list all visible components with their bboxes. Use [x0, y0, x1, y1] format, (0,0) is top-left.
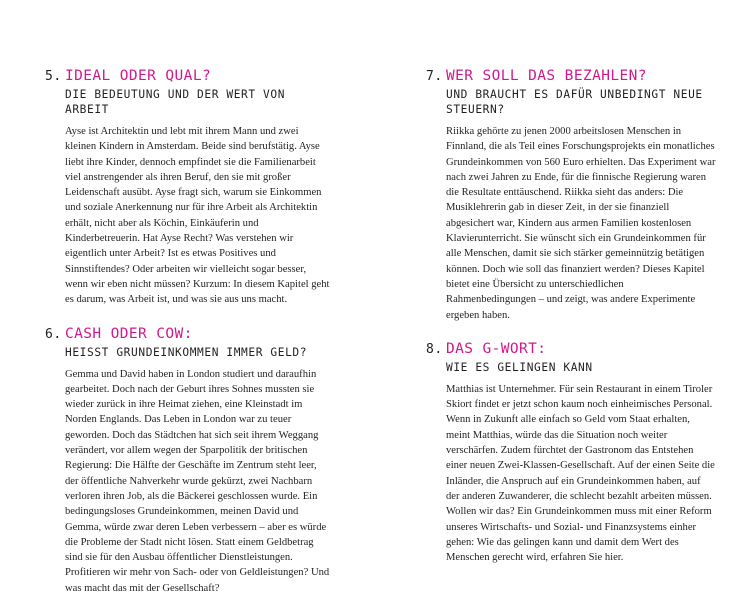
chapter-number: 5. [45, 69, 62, 84]
chapter-number: 8. [426, 341, 443, 357]
chapter-text: Ayse ist Architektin und lebt mit ihrem Mann und zwei kleinen Kindern in Amsterdam. Beide sind berufstätig. Ayse liebt ihre Kinder, dennoch empfindet sie die Familienarbeit viel anstrengender als ihren Beruf, den sie mit großer Leidenschaft ausübt. Ayse fragt sich, warum sie Einkommen und soziale Anerkennung nur für ihre Arbeit als Architektin erhält, nicht aber als Köchin, Einkäuferin und Kinderbetreuerin. Hat Ayse Recht? Was verstehen wir eigentlich unter Arbeit? Ist es etwas Positives und Sinnstiftendes? Oder arbeiten wir vielleicht sogar besser, wenn wir eben nicht müssen? Kurzum: In diesem Kapitel geht es darum, was Arbeit ist, und was sie aus uns macht. [65, 126, 330, 306]
chapter-title: CASH ODER COW: [65, 325, 193, 342]
chapter-text: Matthias ist Unternehmer. Für sein Restaurant in einem Tiroler Skiort findet er jetzt schon kaum noch einheimisches Personal. Wenn in Zukunft alle einfach so Geld vom Staat erhalten, meint Matthias, würde das die Situation noch weiter verschärfen. Zudem fürchtet der Gastronom das Entstehen einer neuen Zwei-Klassen-Gesellschaft. Auf der einen Seite die Inländer, die Anspruch auf ein Grundeinkommen haben, auf der anderen Zuwanderer, die schlecht bezahlt arbeiten müssen. Wollen wir das? Ein Grundeinkommen muss mit einer Reform unseres Wirtschafts- und Sozial- und Finanzsystems einher gehen: Wie das gelingen kann und damit dem Wert des Menschen gerecht wird, erfahren Sie hier. [446, 383, 715, 564]
chapter-7 [426, 68, 716, 323]
chapter-subtitle: DIE BEDEUTUNG UND DER WERT VON ARBEIT [65, 88, 286, 116]
chapter-body [446, 360, 716, 566]
chapter-8 [426, 341, 716, 566]
chapter-heading [45, 326, 330, 342]
chapter-6 [45, 326, 330, 596]
left-page-column [45, 68, 330, 596]
chapter-text: Riikka gehörte zu jenen 2000 arbeitslosen Menschen in Finnland, die als Teil eines Forschungsprojekts ein monatliches Grundeinkommen von 560 Euro erhielten. Das Experiment war nach zwei Jahren zu Ende, für die finnische Regierung waren die Resultate enttäuschend. Riikka sieht das anders: Die Musiklehrerin gab in dieser Zeit, in der sie finanziell abgesichert war, Kindern aus armen Familien kostenlosen Klavierunterricht. Sie wünscht sich ein Grundeinkommen für alle Menschen, damit sie sich stärker gemeinnützig betätigen können. Doch wie soll das finanziert werden? Dieses Kapitel bietet eine Übersicht zu unterschiedlichen Rahmenbedingungen – und zeigt, was andere Experimente ergeben haben. [446, 126, 716, 321]
chapter-subtitle: HEISST GRUNDEINKOMMEN IMMER GELD? [65, 345, 308, 359]
chapter-number: 6. [45, 326, 62, 342]
chapter-title: DAS G-WORT: [446, 340, 547, 357]
chapter-subtitle: WIE ES GELINGEN KANN [446, 360, 593, 374]
chapter-subtitle: UND BRAUCHT ES DAFÜR UNBEDINGT NEUE STEUERN? [446, 88, 703, 116]
chapter-5 [45, 68, 330, 308]
chapter-body [65, 345, 330, 596]
chapter-text: Gemma und David haben in London studiert und daraufhin gearbeitet. Doch nach der Geburt ihres Sohnes mussten sie wieder zurück in ihre Heimat ziehen, eine Kleinstadt im Norden Englands. Das Leben in London war zu teuer geworden. Doch das Städtchen hat sich seit ihrem Weggang verändert, vor allem wegen der Sparpolitik der britischen Regierung: Die Hälfte der Geschäfte im Zentrum steht leer, der öffentliche Nahverkehr wurde gekürzt, zwei Nachbarn verloren ihren Job, als die Bäckerei geschlossen wurde. Ein bedingungsloses Grundeinkommen, meinen David und Gemma, würde zwar deren Leben verbessern – aber es würde die Probleme der Stadt nicht lösen. Statt einem Geldbetrag sind sie für den Ausbau öffentlicher Dienstleistungen. Profitieren wir mehr von Sach- oder von Geldleistungen? Und was macht das mit der Gesellschaft? [65, 368, 330, 594]
chapter-heading [426, 68, 716, 84]
chapter-number: 7. [426, 69, 443, 84]
right-page-column [426, 68, 716, 565]
chapter-heading [426, 341, 716, 357]
chapter-body [65, 87, 330, 308]
chapter-title: IDEAL ODER QUAL? [65, 68, 212, 84]
chapter-body [446, 87, 716, 323]
chapter-title: WER SOLL DAS BEZAHLEN? [446, 68, 647, 84]
chapter-heading [45, 68, 330, 84]
